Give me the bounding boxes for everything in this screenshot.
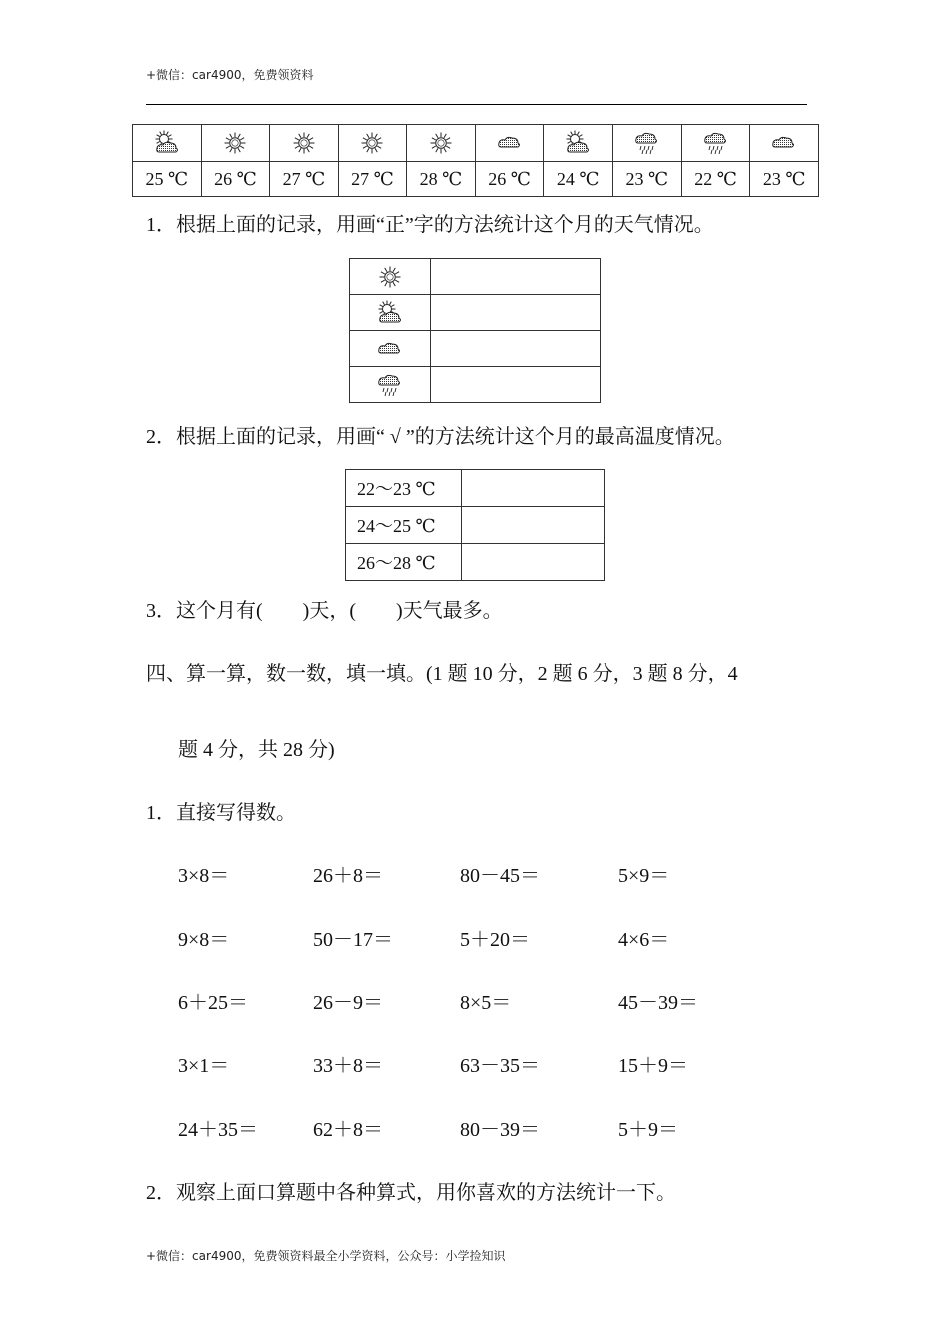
temperature-cell: 23 ℃: [750, 162, 819, 197]
section-4-question-2: 2．观察上面口算题中各种算式，用你喜欢的方法统计一下。: [146, 1182, 676, 1204]
tally-icon-cell: [350, 367, 431, 403]
page-footer-text: +微信：car4900，免费领资料最全小学资料，公众号：小学捡知识: [146, 1249, 506, 1263]
exercise-item: 63－35＝: [460, 1055, 540, 1077]
temperature-range-label: 22～23 ℃: [346, 470, 462, 507]
question-3-text: 3．这个月有( )天，( )天气最多。: [146, 600, 503, 622]
tally-row: [350, 331, 601, 367]
exercise-item: 26＋8＝: [313, 865, 383, 887]
temperature-cell: 27 ℃: [270, 162, 339, 197]
exercise-item: 80－39＝: [460, 1119, 540, 1141]
temperature-range-label: 24～25 ℃: [346, 507, 462, 544]
weather-cell: [133, 125, 202, 162]
rain-icon: [350, 373, 430, 397]
exercise-item: 3×8＝: [178, 865, 230, 887]
weather-cell: [201, 125, 270, 162]
sun-cloud-icon: [544, 130, 612, 156]
sun-icon: [350, 265, 430, 289]
temperature-cell: 28 ℃: [407, 162, 476, 197]
temperature-cell: 22 ℃: [681, 162, 750, 197]
weather-cell: [613, 125, 682, 162]
tally-answer-cell[interactable]: [462, 507, 605, 544]
exercise-item: 26－9＝: [313, 992, 383, 1014]
tally-row: [350, 367, 601, 403]
weather-record-table: [132, 124, 819, 197]
exercise-item: 33＋8＝: [313, 1055, 383, 1077]
temperature-cell: 26 ℃: [475, 162, 544, 197]
exercise-item: 80－45＝: [460, 865, 540, 887]
exercise-item: 5×9＝: [618, 865, 670, 887]
weather-tally-table: [349, 258, 601, 403]
temperature-cell: 26 ℃: [201, 162, 270, 197]
tally-answer-cell[interactable]: [431, 295, 601, 331]
header-divider: [146, 104, 807, 105]
tally-row: [350, 259, 601, 295]
tally-row: [346, 470, 605, 507]
temperature-cell: 24 ℃: [544, 162, 613, 197]
tally-row: [346, 507, 605, 544]
question-2-text: 2．根据上面的记录，用画“ √ ”的方法统计这个月的最高温度情况。: [146, 426, 735, 448]
tally-row: [350, 295, 601, 331]
tally-icon-cell: [350, 259, 431, 295]
weather-cell: [338, 125, 407, 162]
exercise-item: 45－39＝: [618, 992, 698, 1014]
exercise-item: 24＋35＝: [178, 1119, 258, 1141]
page-header-text: +微信：car4900，免费领资料: [146, 68, 314, 82]
exercise-item: 6＋25＝: [178, 992, 248, 1014]
temperature-range-label: 26～28 ℃: [346, 544, 462, 581]
tally-answer-cell[interactable]: [431, 331, 601, 367]
weather-cell: [407, 125, 476, 162]
sun-icon: [202, 131, 270, 155]
temperature-row: [133, 162, 819, 197]
tally-answer-cell[interactable]: [431, 259, 601, 295]
sun-icon: [407, 131, 475, 155]
cloud-icon: [350, 338, 430, 360]
exercise-item: 8×5＝: [460, 992, 512, 1014]
cloud-icon: [476, 132, 544, 154]
temperature-cell: 23 ℃: [613, 162, 682, 197]
rain-icon: [613, 131, 681, 155]
exercise-item: 15＋9＝: [618, 1055, 688, 1077]
weather-cell: [270, 125, 339, 162]
sun-cloud-icon: [133, 130, 201, 156]
exercise-item: 5＋9＝: [618, 1119, 678, 1141]
tally-icon-cell: [350, 331, 431, 367]
exercise-item: 62＋8＝: [313, 1119, 383, 1141]
exercise-item: 50－17＝: [313, 929, 393, 951]
section-4-question-1: 1．直接写得数。: [146, 802, 296, 824]
exercise-item: 3×1＝: [178, 1055, 230, 1077]
sun-cloud-icon: [350, 300, 430, 326]
weather-icons-row: [133, 125, 819, 162]
section-4-heading-cont: 题 4 分，共 28 分): [178, 739, 335, 761]
question-1-text: 1．根据上面的记录，用画“正”字的方法统计这个月的天气情况。: [146, 214, 714, 236]
cloud-icon: [750, 132, 818, 154]
rain-icon: [682, 131, 750, 155]
temperature-cell: 27 ℃: [338, 162, 407, 197]
sun-icon: [270, 131, 338, 155]
exercise-item: 4×6＝: [618, 929, 670, 951]
tally-answer-cell[interactable]: [462, 544, 605, 581]
section-4-heading: 四、算一算，数一数，填一填。(1 题 10 分，2 题 6 分，3 题 8 分，4: [146, 663, 738, 685]
weather-cell: [681, 125, 750, 162]
exercise-item: 5＋20＝: [460, 929, 530, 951]
tally-row: [346, 544, 605, 581]
tally-answer-cell[interactable]: [462, 470, 605, 507]
sun-icon: [339, 131, 407, 155]
weather-cell: [544, 125, 613, 162]
tally-icon-cell: [350, 295, 431, 331]
exercise-item: 9×8＝: [178, 929, 230, 951]
temperature-tally-table: [345, 469, 605, 581]
temperature-cell: 25 ℃: [133, 162, 202, 197]
tally-answer-cell[interactable]: [431, 367, 601, 403]
weather-cell: [750, 125, 819, 162]
weather-cell: [475, 125, 544, 162]
